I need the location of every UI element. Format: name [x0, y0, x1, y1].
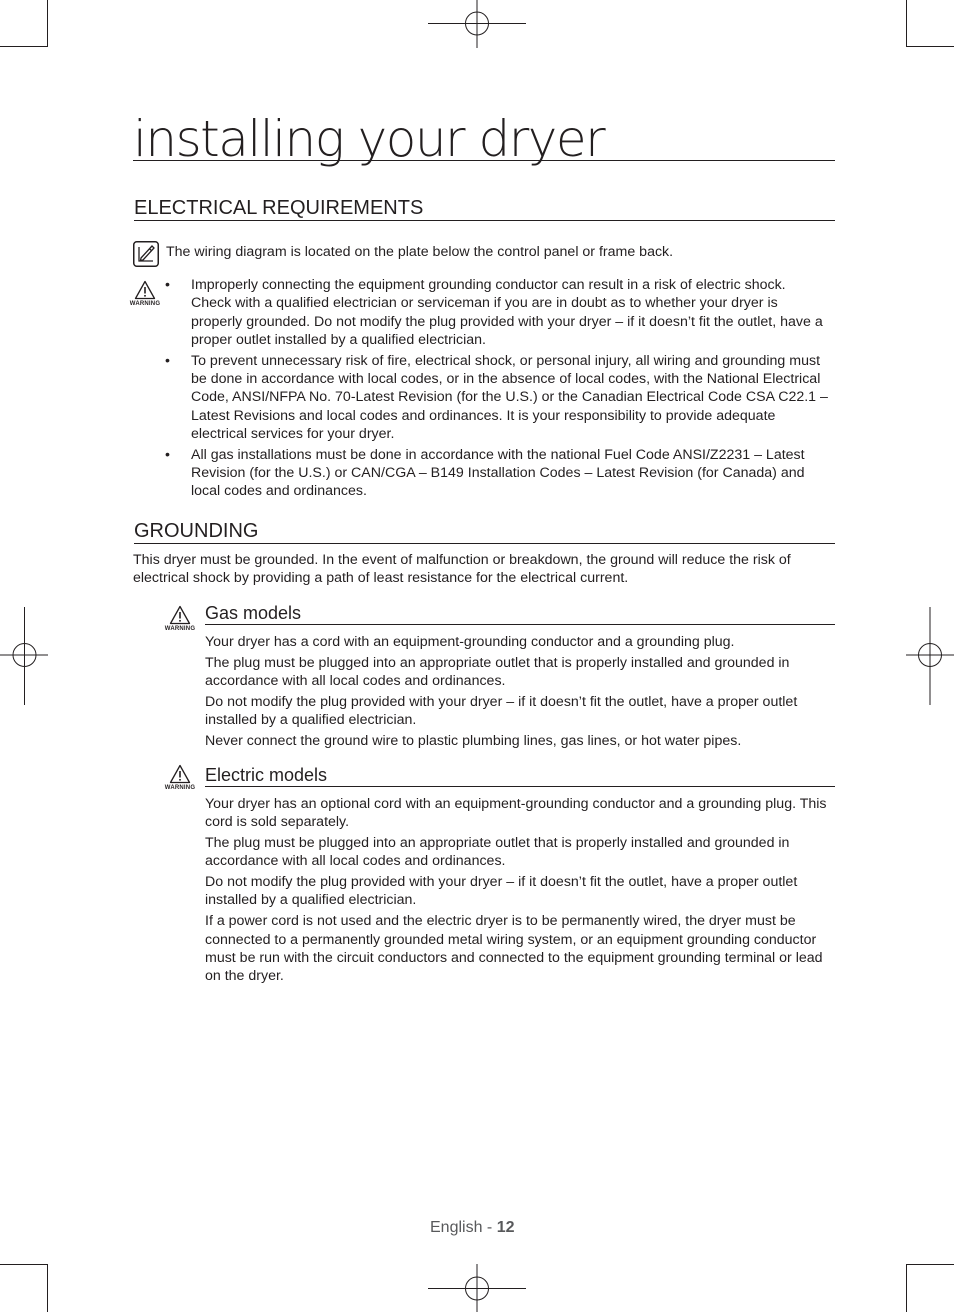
gas-paragraph: Do not modify the plug provided with your dryer – if it doesn’t fit the outlet, have a proper outlet installed by a qualified electrician. — [205, 693, 798, 729]
registration-mark-right — [906, 607, 954, 705]
list-item-text: Improperly connecting the equipment grounding conductor can result in a risk of electric shock. Check with a qualified electrician or serviceman if you are in doubt as to whether your dryer is properly grounded. Do not modify the plug provided with your dryer – if it doesn’t fit the outlet, have a proper outlet installed by a qualified electrician. — [191, 277, 823, 348]
warning-label: WARNING — [129, 301, 161, 307]
page-footer — [430, 1218, 540, 1238]
warning-triangle-icon — [169, 605, 191, 625]
list-item: • All gas installations must be done in accordance with the national Fuel Code ANSI/Z2231 – Latest Revision (for the U.S.) or CAN/CGA – B149 Installation Codes – Latest Revision (for Canada) and local codes and ordinances. — [165, 446, 805, 500]
registration-mark-left — [0, 607, 48, 705]
electric-paragraph: If a power cord is not used and the electric dryer is to be permanently wired, the dryer must be connected to a permanently grounded metal wiring system, or an equipment grounding conductor must be run with the circuit conductors and connected to the equipment grounding terminal or lead on the dryer. — [205, 913, 823, 985]
registration-mark-bottom — [428, 1264, 526, 1312]
warning-label: WARNING — [164, 785, 196, 791]
note-icon — [133, 241, 159, 267]
gas-paragraph: Your dryer has a cord with an equipment-grounding conductor and a grounding plug. — [205, 634, 735, 650]
electric-warning-badge — [162, 764, 198, 792]
list-item: • Improperly connecting the equipment grounding conductor can result in a risk of electric shock. Check with a qualified electrician or serviceman if you are in doubt as to whether your dryer is properly grounded. Do not modify the plug provided with your dryer – if it doesn’t fit the outlet, have a proper outlet installed by a qualified electrician. — [165, 277, 823, 348]
grounding-intro: This dryer must be grounded. In the event of malfunction or breakdown, the ground will reduce the risk of electrical shock by providing a path of least resistance for the electrical current. — [133, 552, 791, 587]
page-title: installing your dryer — [133, 108, 835, 161]
warning-triangle-icon — [134, 280, 156, 300]
list-item: • To prevent unnecessary risk of fire, electrical shock, or personal injury, all wiring and grounding must be done in accordance with local codes, or in the absence of local codes, with the National Electrical Code, ANSI/NFPA No. 70-Latest Revision (for the U.S.) or the Canadian Electrical Code CSA C22.1 – Latest Revisions and local codes and ordinances. It is your responsibility to provide adequate electrical services for your dryer. — [165, 352, 828, 442]
gas-models-heading: Gas models — [205, 602, 835, 625]
warning-triangle-icon — [169, 764, 191, 784]
electrical-warning-list — [165, 276, 829, 503]
page-number: 12 — [496, 1219, 515, 1236]
wiring-diagram-note: The wiring diagram is located on the plate below the control panel or frame back. — [166, 244, 674, 260]
warning-label: WARNING — [164, 626, 196, 632]
electric-models-body — [205, 795, 833, 988]
grounding-heading: GROUNDING — [134, 519, 835, 544]
footer-language: English - — [430, 1219, 497, 1236]
registration-mark-top — [428, 0, 526, 48]
list-item-text: All gas installations must be done in accordance with the national Fuel Code ANSI/Z2231 – Latest Revision (for the U.S.) or CAN/CGA – B149 Installation Codes – Latest Revision (for Canada) and local codes and ordinances. — [191, 446, 805, 500]
electrical-requirements-heading: ELECTRICAL REQUIREMENTS — [134, 196, 835, 221]
gas-paragraph: The plug must be plugged into an appropriate outlet that is properly installed and grounded in accordance with all local codes and ordinances. — [205, 654, 790, 690]
electric-paragraph: The plug must be plugged into an appropriate outlet that is properly installed and grounded in accordance with all local codes and ordinances. — [205, 835, 790, 870]
electric-models-heading: Electric models — [205, 764, 835, 787]
list-item-text: To prevent unnecessary risk of fire, electrical shock, or personal injury, all wiring and grounding must be done in accordance with local codes, or in the absence of local codes, with the National Electrical Code, ANSI/NFPA No. 70-Latest Revision (for the U.S.) or the Canadian Electrical Code CSA C22.1 – Latest Revisions and local codes and ordinances. It is your responsibility to provide adequate electrical services for your dryer. — [191, 352, 828, 442]
gas-paragraph: Never connect the ground wire to plastic plumbing lines, gas lines, or hot water pipes. — [205, 732, 742, 749]
gas-models-body — [205, 633, 833, 753]
electrical-warning-badge — [127, 280, 163, 308]
electric-paragraph: Your dryer has an optional cord with an equipment-grounding conductor and a grounding plug. This cord is sold separately. — [205, 796, 827, 831]
electric-paragraph: Do not modify the plug provided with your dryer – if it doesn’t fit the outlet, have a proper outlet installed by a qualified electrician. — [205, 874, 798, 909]
gas-warning-badge — [162, 605, 198, 633]
